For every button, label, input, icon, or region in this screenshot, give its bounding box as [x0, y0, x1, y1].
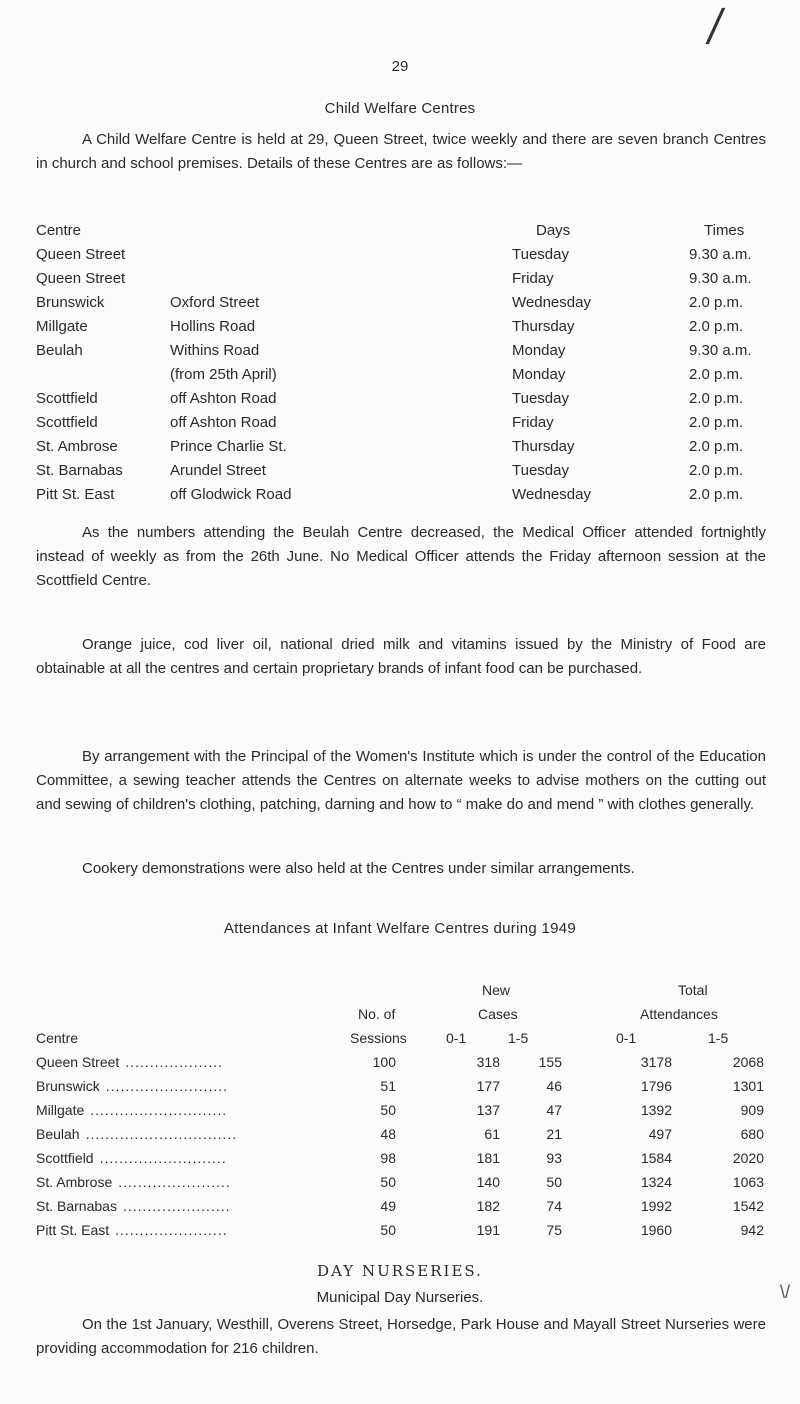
centre-row [36, 270, 766, 294]
centre-row [36, 390, 766, 414]
row-total-1-5: 1542 [732, 1198, 764, 1214]
row-total-1-5: 680 [740, 1126, 764, 1142]
row-sessions: 50 [380, 1102, 396, 1118]
centre-day: Friday [512, 270, 554, 287]
attendance-row [36, 1174, 766, 1198]
row-new-0-1: 182 [476, 1198, 500, 1214]
centre-row [36, 366, 766, 390]
attendance-row [36, 1054, 766, 1078]
centre-day: Monday [512, 342, 566, 359]
row-new-0-1: 177 [476, 1078, 500, 1094]
row-centre: Queen Street [36, 1054, 120, 1070]
centre-time: 2.0 p.m. [689, 390, 744, 407]
centre-day: Tuesday [512, 246, 569, 263]
centre-name: Millgate [36, 318, 88, 335]
row-sessions: 98 [380, 1150, 396, 1166]
header-sessions-1: No. of [358, 1006, 396, 1022]
header-centre: Centre [36, 222, 82, 239]
centre-row [36, 486, 766, 510]
row-new-0-1: 140 [476, 1174, 500, 1190]
centres-table-header [36, 222, 766, 246]
header-total-1: Total [678, 982, 708, 998]
row-total-1-5: 909 [740, 1102, 764, 1118]
row-centre: St. Barnabas [36, 1198, 117, 1214]
centre-time: 9.30 a.m. [689, 270, 752, 287]
attendance-header-2 [36, 1006, 766, 1030]
row-total-0-1: 1796 [640, 1078, 672, 1094]
centre-location: off Ashton Road [170, 390, 277, 407]
centre-row [36, 342, 766, 366]
row-new-0-1: 181 [476, 1150, 500, 1166]
centre-row [36, 414, 766, 438]
row-sessions: 50 [380, 1222, 396, 1238]
centre-row [36, 246, 766, 270]
centre-location: off Ashton Road [170, 414, 277, 431]
header-centre: Centre [36, 1030, 79, 1046]
dot-leader: .......................... [99, 1150, 227, 1166]
centre-name: St. Ambrose [36, 438, 118, 455]
row-new-1-5: 21 [546, 1126, 562, 1142]
nurseries-paragraph: On the 1st January, Westhill, Overens Street, Horsedge, Park House and Mayall Street Nurseries were providing accommodation for 216 children. [36, 1316, 766, 1357]
centre-name: Pitt St. East [36, 486, 115, 503]
attendance-header-3 [36, 1030, 766, 1054]
header-total-age-b: 1-5 [708, 1030, 729, 1046]
centre-location: off Glodwick Road [170, 486, 292, 503]
centre-day: Monday [512, 366, 566, 383]
row-new-0-1: 318 [476, 1054, 500, 1070]
attendance-row [36, 1078, 766, 1102]
row-new-1-5: 47 [546, 1102, 562, 1118]
centre-name: St. Barnabas [36, 462, 123, 479]
centre-name: Brunswick [36, 294, 105, 311]
centre-row [36, 294, 766, 318]
centre-name: Scottfield [36, 390, 98, 407]
row-sessions: 48 [380, 1126, 396, 1142]
row-new-0-1: 191 [476, 1222, 500, 1238]
attendance-row [36, 1222, 766, 1246]
header-new-age-a: 0-1 [446, 1030, 467, 1046]
attendance-table [36, 982, 766, 1246]
centre-location: Withins Road [170, 342, 260, 359]
orange-juice-paragraph: Orange juice, cod liver oil, national dried milk and vitamins issued by the Ministry of Food are obtainable at all the centres and certain proprietary brands of infant food can be purchased. [36, 636, 766, 677]
row-centre: Beulah [36, 1126, 80, 1142]
row-new-1-5: 74 [546, 1198, 562, 1214]
row-new-1-5: 93 [546, 1150, 562, 1166]
nurseries-subheading: Municipal Day Nurseries. [316, 1289, 484, 1306]
header-new-1: New [482, 982, 511, 998]
nurseries-heading: DAY NURSERIES. [317, 1262, 483, 1280]
page-number: 29 [391, 58, 409, 75]
header-times: Times [704, 222, 745, 239]
row-total-0-1: 1324 [640, 1174, 672, 1190]
centre-time: 9.30 a.m. [689, 342, 752, 359]
row-total-0-1: 1992 [640, 1198, 672, 1214]
centre-time: 2.0 p.m. [689, 414, 744, 431]
centre-time: 2.0 p.m. [689, 366, 744, 383]
dot-leader: ......................... [105, 1078, 229, 1094]
centre-day: Wednesday [512, 486, 591, 503]
centre-location: Oxford Street [170, 294, 260, 311]
centre-day: Tuesday [512, 462, 569, 479]
corner-mark: / [704, 0, 727, 51]
row-centre: Millgate [36, 1102, 85, 1118]
row-sessions: 51 [380, 1078, 396, 1094]
row-sessions: 49 [380, 1198, 396, 1214]
centre-day: Friday [512, 414, 554, 431]
header-new-2: Cases [478, 1006, 518, 1022]
centre-day: Tuesday [512, 390, 569, 407]
row-total-1-5: 2020 [732, 1150, 764, 1166]
row-total-0-1: 1392 [640, 1102, 672, 1118]
dot-leader: ....................... [115, 1222, 228, 1238]
row-total-1-5: 942 [740, 1222, 764, 1238]
centre-row [36, 438, 766, 462]
row-total-1-5: 1301 [732, 1078, 764, 1094]
centre-name: Scottfield [36, 414, 98, 431]
centre-day: Thursday [512, 438, 575, 455]
sewing-paragraph: By arrangement with the Principal of the Women's Institute which is under the control of the Education Committee, a sewing teacher attends the Centres on alternate weeks to advise mothers on the cutting out and sewing of children's clothing, patching, darning and how to “ make do and mend ” with clothes generally. [36, 748, 766, 813]
centre-day: Wednesday [512, 294, 591, 311]
header-days: Days [536, 222, 571, 239]
header-sessions-2: Sessions [350, 1030, 407, 1046]
centre-day: Thursday [512, 318, 575, 335]
row-new-1-5: 46 [546, 1078, 562, 1094]
dot-leader: ...................... [122, 1198, 231, 1214]
centre-location: Prince Charlie St. [170, 438, 287, 455]
row-new-0-1: 137 [476, 1102, 500, 1118]
centre-row [36, 462, 766, 486]
attendance-row [36, 1150, 766, 1174]
centre-time: 9.30 a.m. [689, 246, 752, 263]
row-new-0-1: 61 [484, 1126, 500, 1142]
row-new-1-5: 75 [546, 1222, 562, 1238]
row-total-0-1: 1584 [640, 1150, 672, 1166]
row-total-1-5: 1063 [732, 1174, 764, 1190]
row-total-0-1: 1960 [640, 1222, 672, 1238]
centre-time: 2.0 p.m. [689, 486, 744, 503]
row-total-1-5: 2068 [732, 1054, 764, 1070]
header-new-age-b: 1-5 [508, 1030, 529, 1046]
centres-table [36, 222, 766, 510]
centre-location: Arundel Street [170, 462, 266, 479]
attendance-row [36, 1126, 766, 1150]
centre-time: 2.0 p.m. [689, 294, 744, 311]
row-total-0-1: 3178 [640, 1054, 672, 1070]
dot-leader: ............................... [85, 1126, 238, 1142]
header-total-2: Attendances [640, 1006, 718, 1022]
beulah-paragraph: As the numbers attending the Beulah Centre decreased, the Medical Officer attended fortnightly instead of weekly as from the 26th June. No Medical Officer attends the Friday afternoon session at the Scottfield Centre. [36, 524, 766, 589]
row-sessions: 50 [380, 1174, 396, 1190]
centre-location: (from 25th April) [170, 366, 277, 383]
centre-row [36, 318, 766, 342]
row-centre: Brunswick [36, 1078, 100, 1094]
attendance-row [36, 1102, 766, 1126]
row-new-1-5: 50 [546, 1174, 562, 1190]
attendance-row [36, 1198, 766, 1222]
centre-time: 2.0 p.m. [689, 462, 744, 479]
row-sessions: 100 [372, 1054, 396, 1070]
centre-name: Beulah [36, 342, 83, 359]
centre-name: Queen Street [36, 270, 126, 287]
row-centre: St. Ambrose [36, 1174, 113, 1190]
dot-leader: ............................ [90, 1102, 228, 1118]
attendance-title: Attendances at Infant Welfare Centres during 1949 [223, 920, 577, 937]
edge-mark: \/ [780, 1282, 791, 1302]
centre-time: 2.0 p.m. [689, 318, 744, 335]
row-centre: Scottfield [36, 1150, 94, 1166]
attendance-header-1 [36, 982, 766, 1006]
header-total-age-a: 0-1 [616, 1030, 637, 1046]
centre-name: Queen Street [36, 246, 126, 263]
intro-paragraph: A Child Welfare Centre is held at 29, Queen Street, twice weekly and there are seven branch Centres in church and school premises. Details of these Centres are as follows:— [36, 131, 766, 172]
row-new-1-5: 155 [538, 1054, 562, 1070]
centre-location: Hollins Road [170, 318, 256, 335]
cookery-paragraph: Cookery demonstrations were also held at the Centres under similar arrangements. [82, 860, 635, 877]
row-centre: Pitt St. East [36, 1222, 110, 1238]
page-title: Child Welfare Centres [324, 100, 476, 117]
dot-leader: ....................... [118, 1174, 231, 1190]
centre-time: 2.0 p.m. [689, 438, 744, 455]
row-total-0-1: 497 [648, 1126, 672, 1142]
dot-leader: .................... [125, 1054, 224, 1070]
